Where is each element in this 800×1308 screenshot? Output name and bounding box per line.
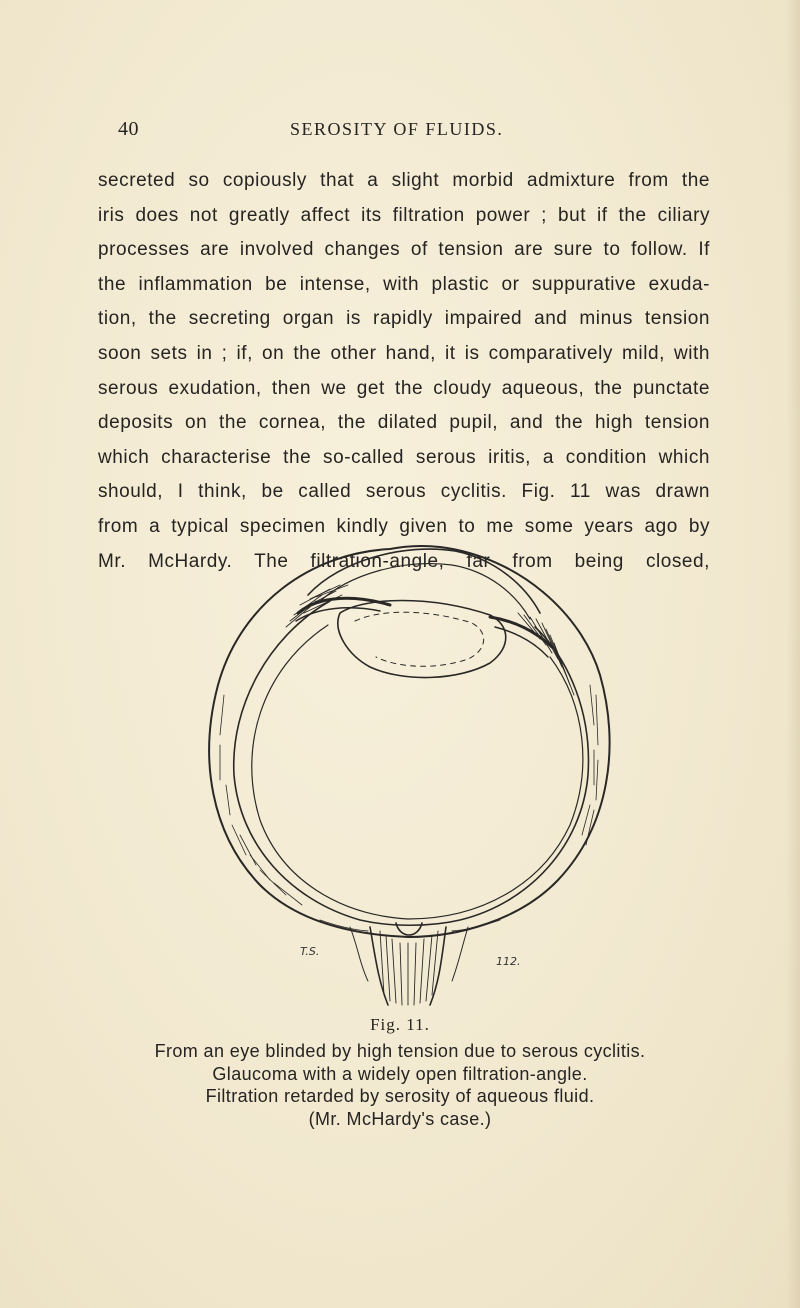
eye-section-figure: [190, 535, 630, 1025]
body-line: from a typical specimen kindly given to me some years ago by: [98, 515, 710, 537]
sclera-hatching-left: [220, 695, 302, 905]
figure-annotation-left: T.S.: [300, 945, 320, 958]
eye-section-drawing: [190, 535, 630, 1025]
figure-label: Fig. 11.: [370, 1015, 430, 1034]
page-header: [0, 118, 800, 148]
body-line: should, I think, be called serous cyclitis. Fig. 11 was drawn: [98, 481, 710, 503]
body-line: Mr. McHardy. The filtration-angle, far from being closed,: [98, 550, 710, 572]
cornea-outer: [308, 549, 540, 613]
body-paragraph: [98, 164, 710, 579]
optic-nerve-left: [370, 927, 388, 1005]
body-line: secreted so copiously that a slight morbid admixture from the: [98, 170, 710, 191]
body-line: the inflammation be intense, with plastic or suppurative exuda-: [98, 273, 710, 295]
body-line: iris does not greatly affect its filtration power ; but if the ciliary: [98, 204, 710, 226]
lens-inner-dashed: [355, 612, 484, 666]
figure-annotation-right: 112.: [496, 955, 521, 968]
body-line: deposits on the cornea, the dilated pupil, and the high tension: [98, 412, 710, 434]
caption-line: From an eye blinded by high tension due to serous cyclitis.: [154, 1041, 646, 1061]
body-line: which characterise the so-called serous iritis, a condition which: [98, 446, 710, 468]
running-head: SEROSITY OF FLUIDS.: [290, 119, 504, 139]
caption-line: Glaucoma with a widely open filtration-angle.: [212, 1063, 588, 1084]
inner-sclera-outline: [234, 601, 589, 925]
optic-nerve-fibers: [380, 931, 438, 1005]
body-line: tion, the secreting organ is rapidly impaired and minus tension: [98, 308, 710, 330]
caption-line: (Mr. McHardy's case.): [308, 1108, 492, 1129]
vitreous-outline: [252, 625, 583, 919]
body-line: processes are involved changes of tension are sure to follow. If: [98, 239, 710, 261]
page-number: 40: [118, 118, 139, 140]
body-line: serous exudation, then we get the cloudy aqueous, the punctate: [98, 377, 710, 399]
caption-line: Filtration retarded by serosity of aqueous fluid.: [205, 1086, 595, 1106]
figure-caption: [0, 1040, 800, 1130]
cornea-inner: [318, 564, 530, 619]
body-line: soon sets in ; if, on the other hand, it is comparatively mild, with: [98, 342, 710, 364]
